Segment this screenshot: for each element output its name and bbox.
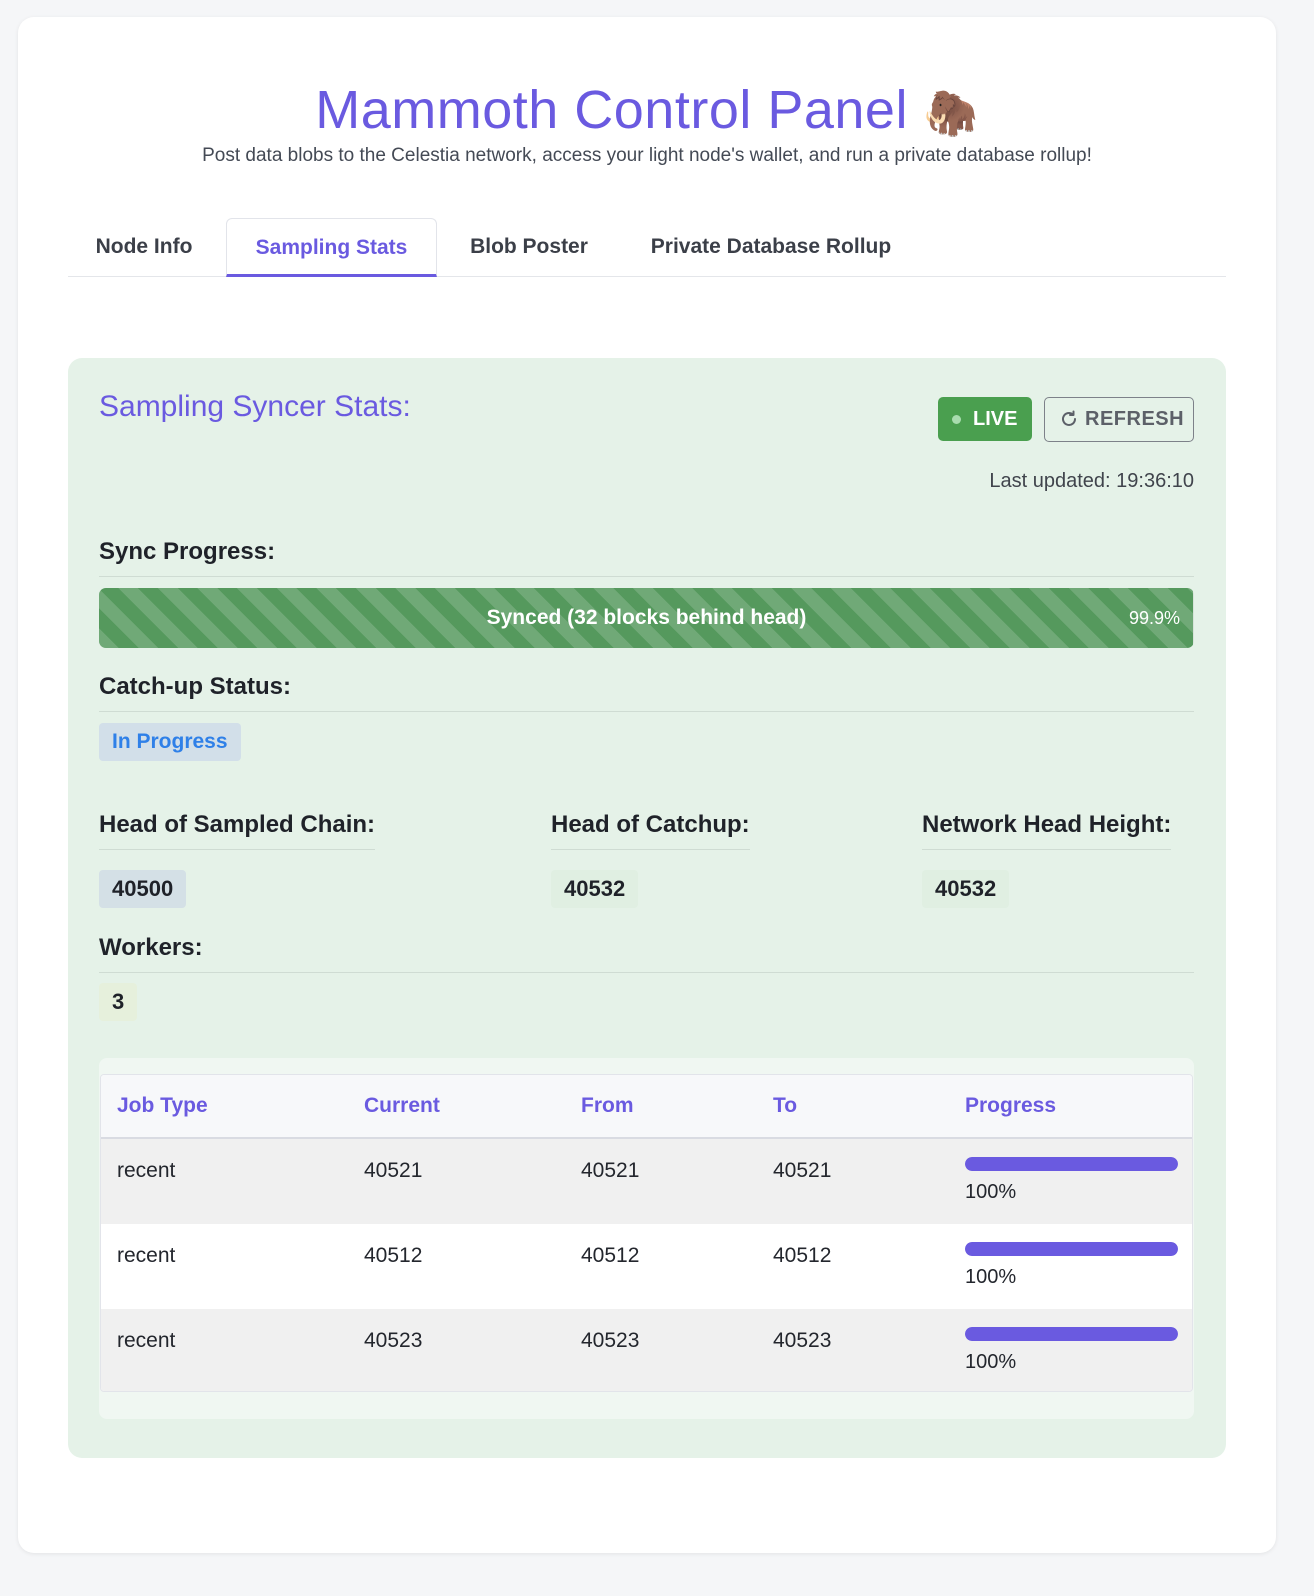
tab-sampling-stats[interactable]: Sampling Stats	[226, 218, 437, 277]
sync-progress-bar	[99, 588, 1194, 648]
cell-to: 40512	[773, 1244, 832, 1267]
sync-progress-text: Synced (32 blocks behind head)	[486, 606, 807, 629]
catchup-status-label: Catch-up Status:	[99, 673, 1194, 712]
row-progress-fill	[965, 1327, 1178, 1341]
live-label: LIVE	[973, 408, 1018, 430]
cell-to: 40521	[773, 1159, 832, 1182]
col-to: To	[773, 1094, 798, 1117]
col-current: Current	[364, 1094, 440, 1117]
cell-current: 40512	[364, 1244, 423, 1267]
last-updated-text: Last updated: 19:36:10	[989, 470, 1194, 492]
page-title-text: Mammoth Control Panel	[315, 80, 908, 140]
network-head-label: Network Head Height:	[922, 811, 1171, 850]
jobs-table	[100, 1074, 1193, 1392]
sync-progress-percent: 99.9%	[1128, 608, 1180, 628]
table-header	[101, 1075, 1192, 1139]
table-row	[101, 1224, 1192, 1309]
tab-blob-poster[interactable]: Blob Poster	[470, 235, 588, 258]
cell-job-type: recent	[117, 1244, 176, 1267]
workers-label: Workers:	[99, 934, 1194, 973]
network-head-value: 40532	[922, 870, 1009, 908]
mammoth-icon: 🦣	[923, 89, 979, 138]
row-progress-bar	[965, 1157, 1178, 1171]
row-progress-fill	[965, 1242, 1178, 1256]
live-dot-icon	[952, 415, 961, 424]
app-card	[18, 17, 1276, 1553]
row-progress-text: 100%	[965, 1181, 1017, 1203]
workers-value: 3	[99, 983, 137, 1021]
live-badge	[938, 397, 1032, 441]
cell-job-type: recent	[117, 1159, 176, 1182]
row-progress-bar	[965, 1327, 1178, 1341]
row-progress-text: 100%	[965, 1351, 1017, 1373]
refresh-button[interactable]	[1044, 397, 1194, 442]
col-from: From	[581, 1094, 634, 1117]
sampling-stats-panel	[68, 358, 1226, 1458]
cell-from: 40523	[581, 1329, 640, 1352]
cell-from: 40512	[581, 1244, 640, 1267]
row-progress-text: 100%	[965, 1266, 1017, 1288]
cell-current: 40523	[364, 1329, 423, 1352]
jobs-table-container	[99, 1058, 1194, 1419]
cell-from: 40521	[581, 1159, 640, 1182]
row-progress-fill	[965, 1157, 1178, 1171]
tab-private-database-rollup[interactable]: Private Database Rollup	[650, 235, 892, 258]
col-progress: Progress	[965, 1094, 1057, 1117]
head-catchup-value: 40532	[551, 870, 638, 908]
sync-progress-label: Sync Progress:	[99, 538, 1194, 577]
head-sampled-value: 40500	[99, 870, 186, 908]
head-catchup-label: Head of Catchup:	[551, 811, 750, 850]
tab-node-info[interactable]: Node Info	[95, 235, 193, 258]
col-job-type: Job Type	[117, 1094, 208, 1117]
cell-current: 40521	[364, 1159, 423, 1182]
table-row	[101, 1139, 1192, 1224]
panel-title: Sampling Syncer Stats:	[99, 390, 411, 423]
refresh-icon	[1059, 409, 1079, 429]
cell-to: 40523	[773, 1329, 832, 1352]
row-progress-bar	[965, 1242, 1178, 1256]
cell-job-type: recent	[117, 1329, 176, 1352]
catchup-status-badge: In Progress	[99, 723, 241, 761]
page-subtitle: Post data blobs to the Celestia network, access your light node's wallet, and run a private database rollup!	[202, 145, 1092, 166]
page-title	[18, 79, 1276, 141]
head-sampled-label: Head of Sampled Chain:	[99, 811, 375, 850]
refresh-label: REFRESH	[1085, 408, 1185, 430]
table-row	[101, 1309, 1192, 1392]
tab-bar	[68, 218, 1226, 277]
